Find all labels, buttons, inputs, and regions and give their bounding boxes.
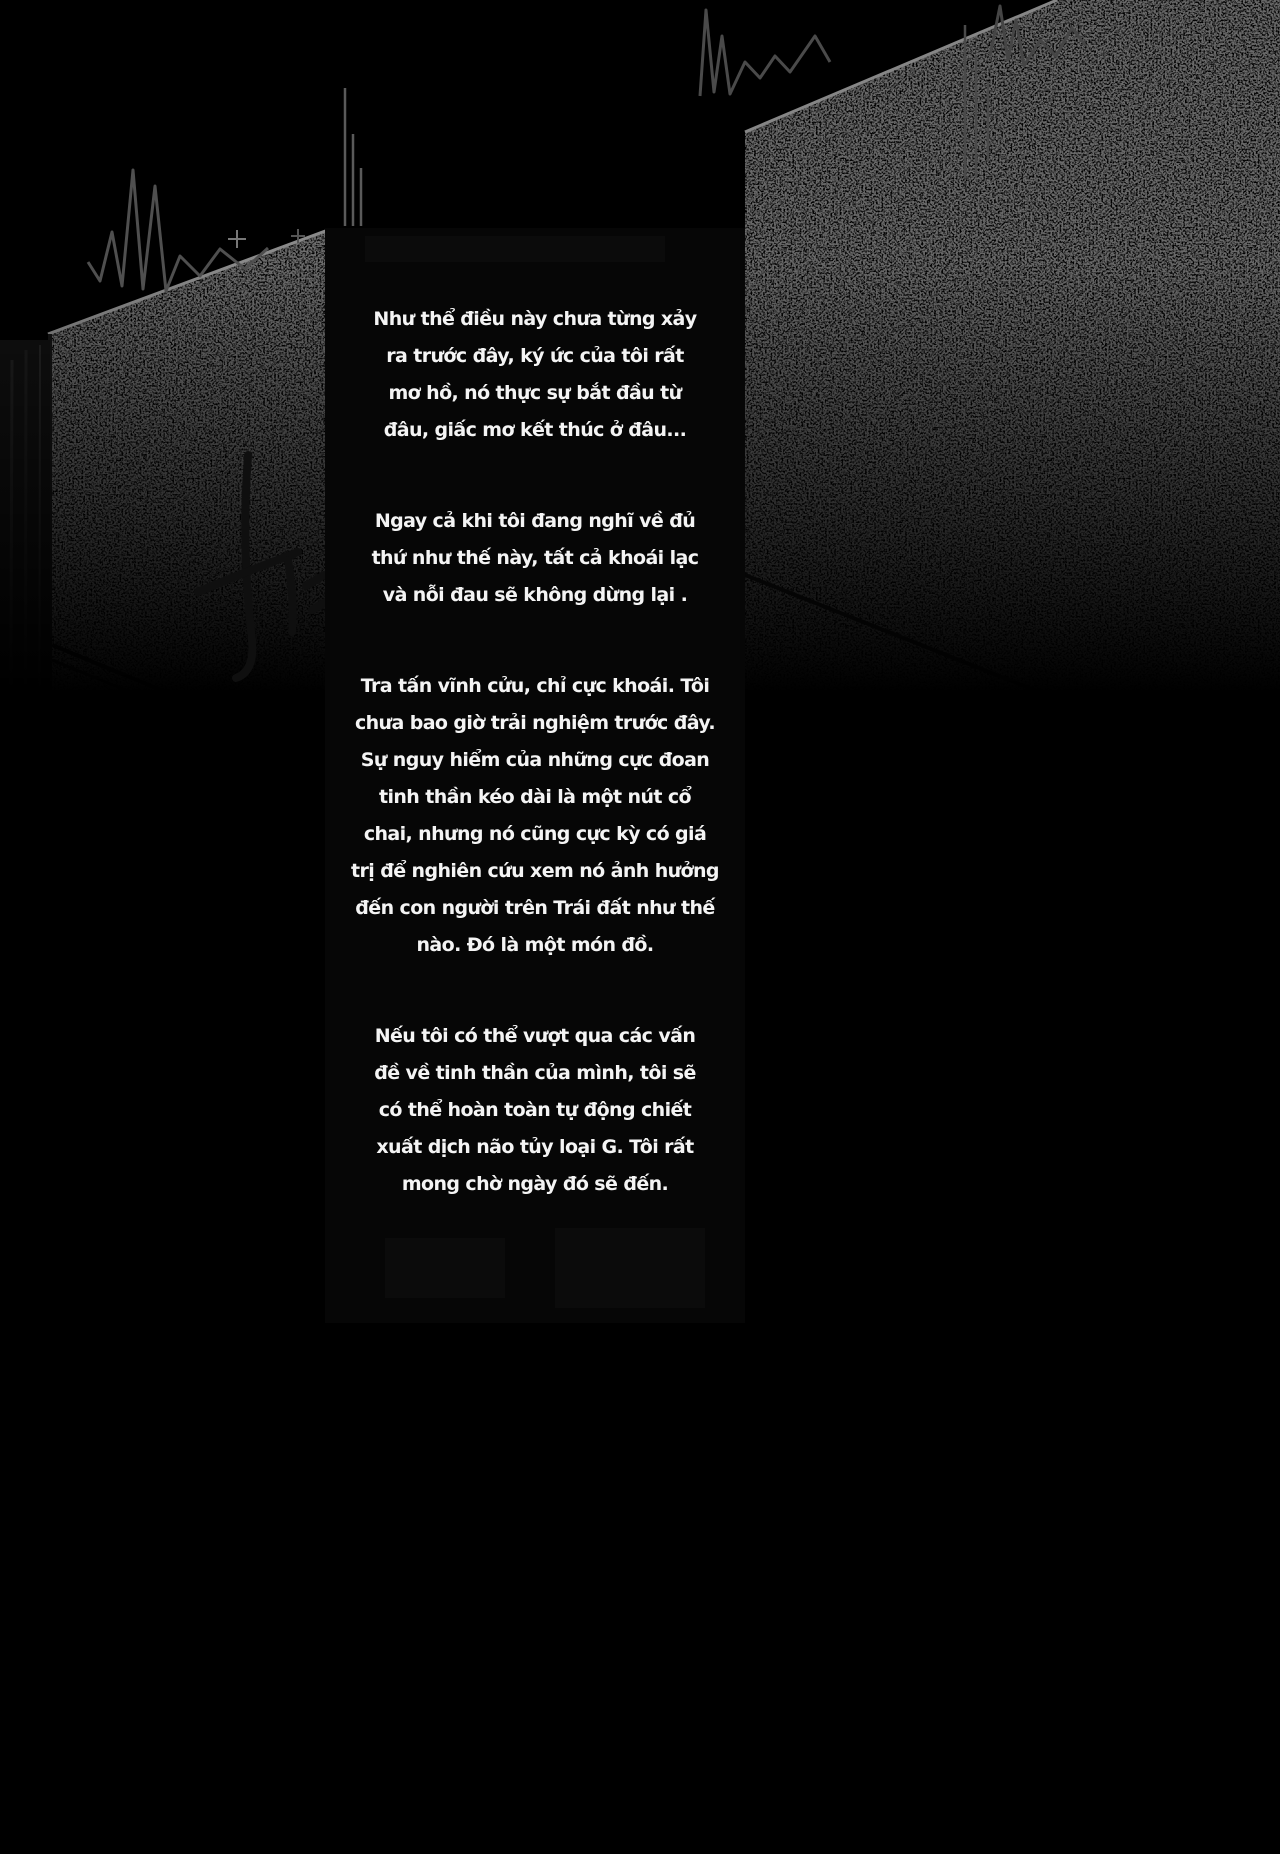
caption-line: mơ hồ, nó thực sự bắt đầu từ (388, 382, 682, 404)
caption-text (325, 228, 745, 1323)
caption-paragraph (333, 1018, 737, 1203)
caption-line: Ngay cả khi tôi đang nghĩ về đủ (374, 510, 696, 532)
caption-line: tinh thần kéo dài là một nút cổ (378, 786, 692, 808)
caption-line: chưa bao giờ trải nghiệm trước đây. (354, 712, 716, 734)
caption-line: mong chờ ngày đó sẽ đến. (401, 1173, 669, 1195)
caption-line: trị để nghiên cứu xem nó ảnh hưởng (351, 860, 719, 882)
caption-line: có thể hoàn toàn tự động chiết (378, 1099, 692, 1121)
caption-line: Nếu tôi có thể vượt qua các vấn (374, 1025, 696, 1047)
caption-line: thứ như thế này, tất cả khoái lạc (371, 547, 699, 569)
heartbeat-scribble-icon (700, 10, 830, 96)
caption-line: Sự nguy hiểm của những cực đoan (360, 749, 710, 771)
caption-line: Như thể điều này chưa từng xảy (373, 308, 697, 330)
caption-paragraph (333, 301, 737, 449)
caption-line: Tra tấn vĩnh cửu, chỉ cực khoái. Tôi (360, 675, 710, 697)
caption-line: và nỗi đau sẽ không dừng lại . (382, 584, 688, 606)
caption-line: đâu, giấc mơ kết thúc ở đâu... (383, 419, 687, 441)
caption-line: chai, nhưng nó cũng cực kỳ có giá (363, 823, 707, 845)
caption-paragraph (333, 503, 737, 614)
caption-line: ra trước đây, ký ức của tôi rất (386, 345, 684, 367)
caption-line: xuất dịch não tủy loại G. Tôi rất (376, 1136, 694, 1158)
caption-panel (325, 228, 745, 1323)
caption-line: nào. Đó là một món đồ. (416, 934, 654, 956)
caption-line: đến con người trên Trái đất như thế (355, 897, 715, 919)
caption-paragraph (333, 668, 737, 964)
caption-line: đề về tinh thần của mình, tôi sẽ (374, 1062, 696, 1084)
